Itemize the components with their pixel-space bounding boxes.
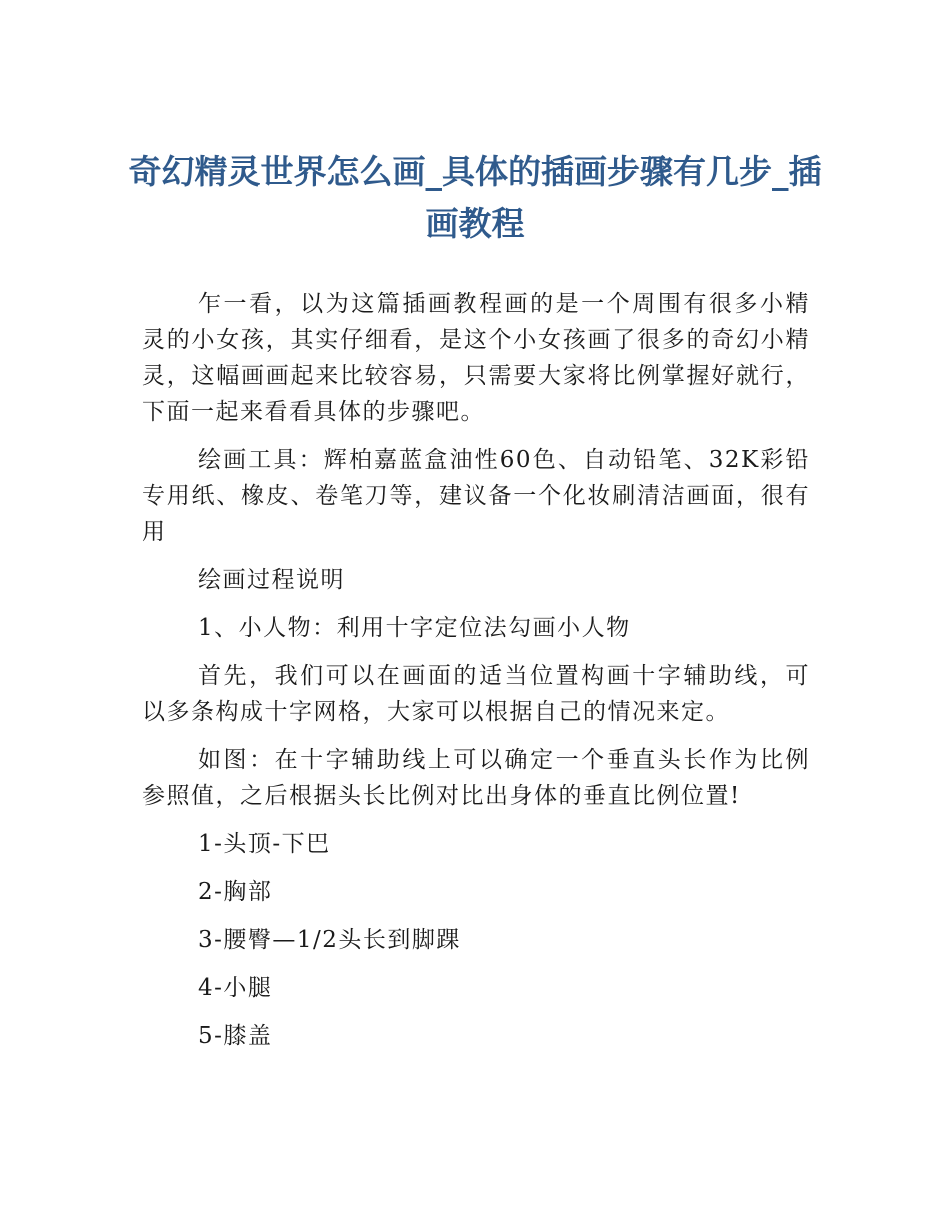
list-item-4: 4-小腿 [198, 975, 273, 1001]
paragraph-first: 首先，我们可以在画面的适当位置构画十字辅助线，可以多条构成十字网格，大家可以根据自己的情况来定。 [142, 663, 810, 725]
document-body [142, 286, 810, 1066]
list-item-3: 3-腰臀—1/2头长到脚踝 [198, 927, 461, 953]
document-title: 奇幻精灵世界怎么画_具体的插画步骤有几步_插画教程 [128, 152, 822, 243]
list-item-2: 2-胸部 [198, 879, 273, 905]
list-item-5: 5-膝盖 [198, 1023, 273, 1049]
paragraph-intro: 乍一看，以为这篇插画教程画的是一个周围有很多小精灵的小女孩，其实仔细看，是这个小女孩画了很多的奇幻小精灵，这幅画画起来比较容易，只需要大家将比例掌握好就行，下面一起来看看具体的步骤吧。 [142, 291, 810, 425]
list-item-1: 1-头顶-下巴 [198, 831, 331, 857]
paragraph-example: 如图：在十字辅助线上可以确定一个垂直头长作为比例参照值，之后根据头长比例对比出身体的垂直比例位置! [142, 747, 810, 809]
paragraph-tools: 绘画工具：辉柏嘉蓝盒油性60色、自动铅笔、32K彩铅专用纸、橡皮、卷笔刀等，建议备一个化妆刷清洁画面，很有用 [142, 447, 810, 545]
paragraph-step-1: 1、小人物：利用十字定位法勾画小人物 [198, 615, 631, 641]
paragraph-process-heading: 绘画过程说明 [198, 567, 345, 593]
